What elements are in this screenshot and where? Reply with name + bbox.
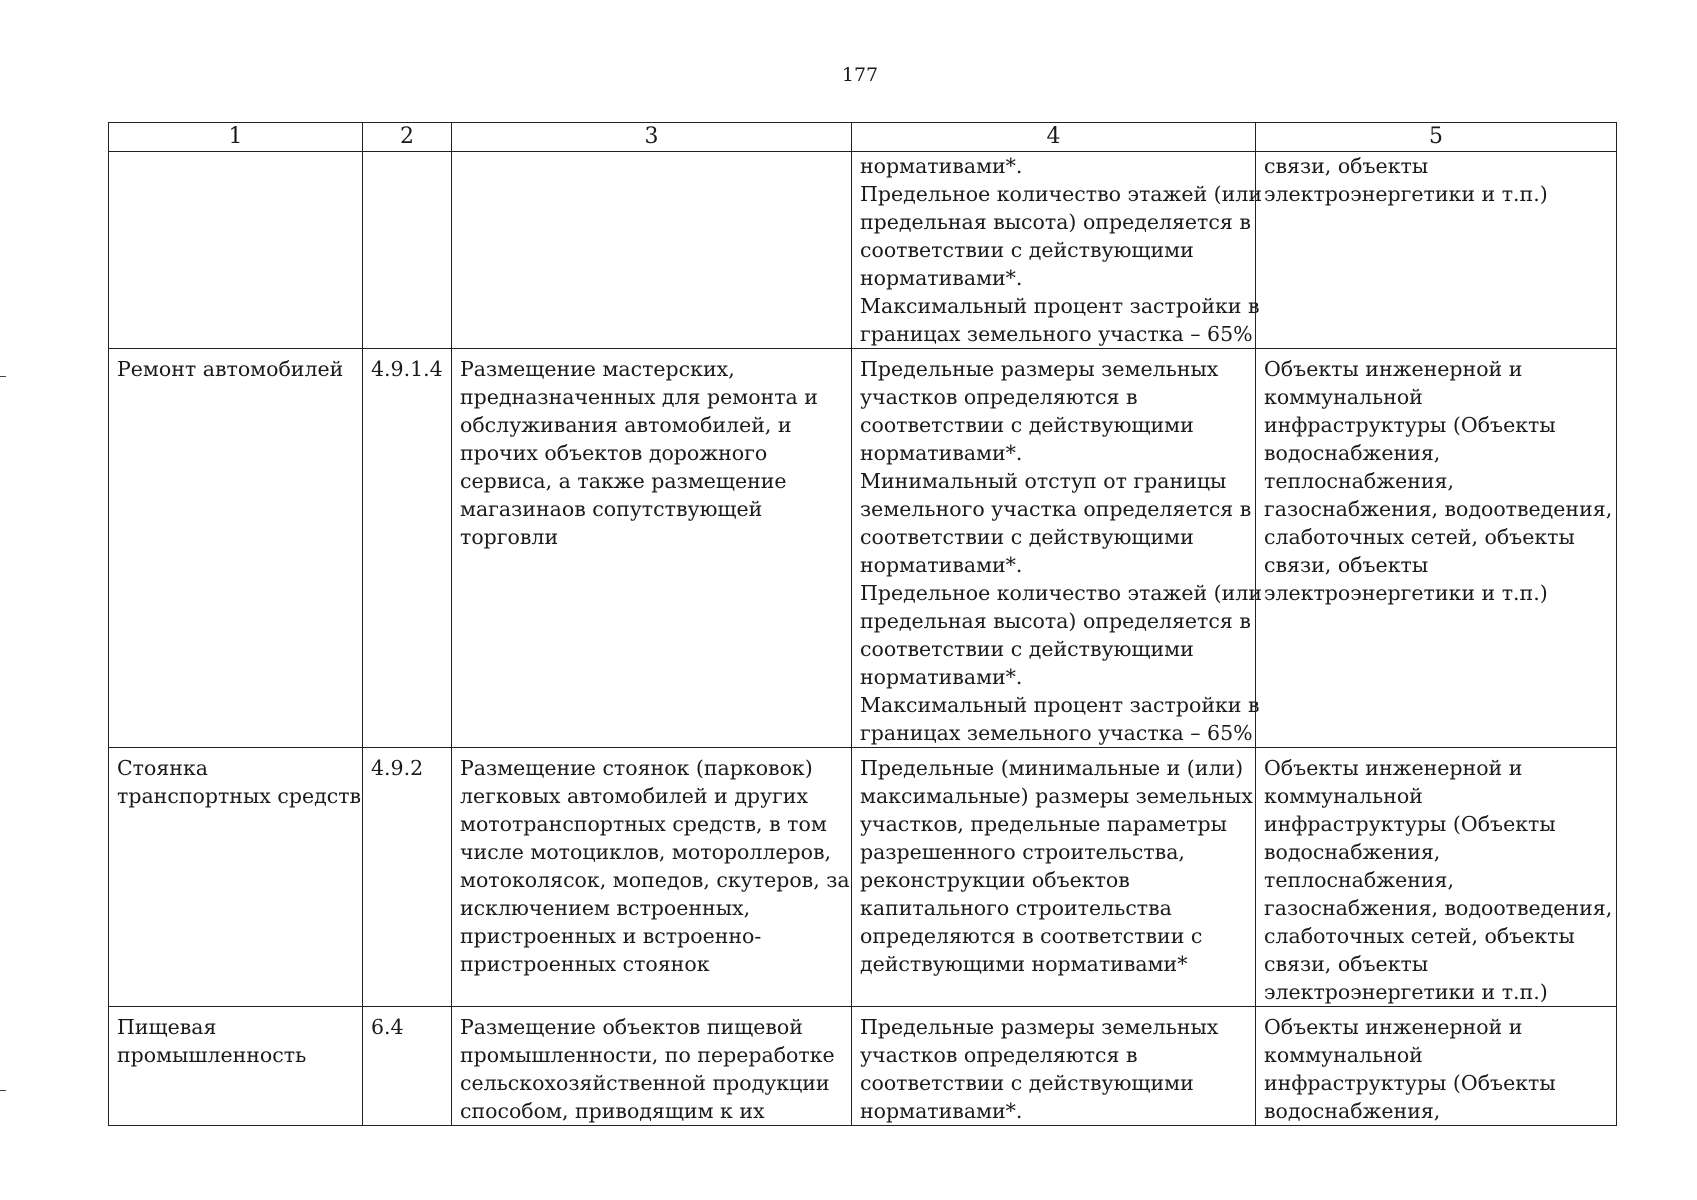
use-description-line: исключением встроенных, <box>460 896 751 920</box>
infrastructure-line: слаботочных сетей, объекты <box>1264 924 1575 948</box>
parameters-line: нормативами*. <box>860 553 1023 577</box>
use-code-cell <box>363 748 452 1007</box>
infrastructure-line: теплоснабжения, <box>1264 868 1454 892</box>
margin-mark <box>0 1090 6 1091</box>
table-row <box>109 748 1617 1007</box>
use-name-line: Стоянка <box>117 756 208 780</box>
use-description-line: пристроенных и встроенно- <box>460 924 762 948</box>
infrastructure-line: коммунальной <box>1264 385 1423 409</box>
parameters-line: нормативами*. <box>860 1099 1023 1123</box>
parameters-line: соответствии с действующими <box>860 637 1194 661</box>
infrastructure-line: инфраструктуры (Объекты <box>1264 413 1556 437</box>
use-description-line: прочих объектов дорожного <box>460 441 768 465</box>
use-description-cell <box>452 748 852 1007</box>
infrastructure-line: электроэнергетики и т.п.) <box>1264 581 1548 605</box>
use-name-line: Ремонт автомобилей <box>117 357 344 381</box>
use-description-line: Размещение стоянок (парковок) <box>460 756 813 780</box>
use-code-line: 6.4 <box>371 1015 404 1039</box>
column-number-1: 1 <box>109 123 363 152</box>
parameters-line: действующими нормативами* <box>860 952 1188 976</box>
use-description-cell <box>452 152 852 349</box>
use-code-cell <box>363 349 452 748</box>
infrastructure-line: коммунальной <box>1264 784 1423 808</box>
parameters-line: предельная высота) определяется в <box>860 210 1251 234</box>
use-description-line: торговли <box>460 525 559 549</box>
use-description-line: сельскохозяйственной продукции <box>460 1071 830 1095</box>
infrastructure-line: инфраструктуры (Объекты <box>1264 812 1556 836</box>
table-row <box>109 349 1617 748</box>
infrastructure-cell <box>1256 1007 1617 1126</box>
use-code-line: 4.9.2 <box>371 756 424 780</box>
parameters-line: нормативами*. <box>860 266 1023 290</box>
parameters-line: соответствии с действующими <box>860 525 1194 549</box>
parameters-line: нормативами*. <box>860 441 1023 465</box>
parameters-line: земельного участка определяется в <box>860 497 1252 521</box>
use-code-line: 4.9.1.4 <box>371 357 443 381</box>
parameters-line: Предельные (минимальные и (или) <box>860 756 1244 780</box>
column-number-2: 2 <box>363 123 452 152</box>
parameters-cell <box>852 349 1263 748</box>
parameters-line: реконструкции объектов <box>860 868 1130 892</box>
infrastructure-cell <box>1256 748 1617 1007</box>
parameters-line: предельная высота) определяется в <box>860 609 1251 633</box>
infrastructure-line: электроэнергетики и т.п.) <box>1264 182 1548 206</box>
use-name-cell <box>109 1007 363 1126</box>
infrastructure-line: инфраструктуры (Объекты <box>1264 1071 1556 1095</box>
column-number-3: 3 <box>452 123 852 152</box>
parameters-line: границах земельного участка – 65% <box>860 322 1253 346</box>
parameters-line: нормативами*. <box>860 154 1023 178</box>
parameters-line: нормативами*. <box>860 665 1023 689</box>
infrastructure-line: слаботочных сетей, объекты <box>1264 525 1575 549</box>
infrastructure-line: электроэнергетики и т.п.) <box>1264 980 1548 1004</box>
use-description-line: мотоколясок, мопедов, скутеров, за <box>460 868 850 892</box>
use-description-line: Размещение мастерских, <box>460 357 735 381</box>
infrastructure-line: коммунальной <box>1264 1043 1423 1067</box>
parameters-line: соответствии с действующими <box>860 238 1194 262</box>
infrastructure-cell <box>1256 152 1617 349</box>
use-description-line: способом, приводящим к их <box>460 1099 765 1123</box>
parameters-line: Предельные размеры земельных <box>860 1015 1219 1039</box>
use-description-line: Размещение объектов пищевой <box>460 1015 803 1039</box>
infrastructure-line: Объекты инженерной и <box>1264 1015 1523 1039</box>
infrastructure-line: водоснабжения, <box>1264 840 1441 864</box>
use-description-line: обслуживания автомобилей, и <box>460 413 792 437</box>
page-number: 177 <box>841 64 879 86</box>
parameters-line: Максимальный процент застройки в <box>860 294 1260 318</box>
parameters-cell <box>852 152 1263 349</box>
parameters-line: участков определяются в <box>860 1043 1138 1067</box>
parameters-line: Минимальный отступ от границы <box>860 469 1227 493</box>
parameters-line: Предельное количество этажей (или <box>860 581 1263 605</box>
parameters-line: Максимальный процент застройки в <box>860 693 1260 717</box>
parameters-cell <box>852 1007 1256 1126</box>
use-description-line: мототранспортных средств, в том <box>460 812 827 836</box>
parameters-line: Предельное количество этажей (или <box>860 182 1263 206</box>
use-name-cell <box>109 349 363 748</box>
use-description-line: промышленности, по переработке <box>460 1043 835 1067</box>
infrastructure-line: Объекты инженерной и <box>1264 756 1523 780</box>
use-name-cell <box>109 748 363 1007</box>
margin-mark <box>0 376 6 377</box>
use-name-cell <box>109 152 363 349</box>
infrastructure-line: Объекты инженерной и <box>1264 357 1523 381</box>
infrastructure-line: газоснабжения, водоотведения, <box>1264 896 1613 920</box>
infrastructure-line: газоснабжения, водоотведения, <box>1264 497 1613 521</box>
table-row <box>109 1007 1617 1126</box>
use-code-cell <box>363 152 452 349</box>
column-number-5: 5 <box>1256 123 1617 152</box>
use-name-line: Пищевая <box>117 1015 217 1039</box>
use-description-line: сервиса, а также размещение <box>460 469 787 493</box>
use-description-cell <box>452 349 852 748</box>
parameters-line: границах земельного участка – 65% <box>860 721 1253 745</box>
use-description-line: пристроенных стоянок <box>460 952 710 976</box>
use-description-cell <box>452 1007 852 1126</box>
infrastructure-line: водоснабжения, <box>1264 1099 1441 1123</box>
table-row <box>109 152 1617 349</box>
use-description-line: легковых автомобилей и других <box>460 784 809 808</box>
use-code-cell <box>363 1007 452 1126</box>
use-name-line: транспортных средств <box>117 784 362 808</box>
parameters-line: максимальные) размеры земельных <box>860 784 1253 808</box>
use-description-line: магазинаов сопутствующей <box>460 497 763 521</box>
parameters-line: участков, предельные параметры <box>860 812 1227 836</box>
regulations-table <box>108 122 1617 1126</box>
use-name-line: промышленность <box>117 1043 307 1067</box>
column-number-4: 4 <box>852 123 1256 152</box>
infrastructure-line: связи, объекты <box>1264 952 1429 976</box>
use-description-line: предназначенных для ремонта и <box>460 385 818 409</box>
infrastructure-line: связи, объекты <box>1264 154 1429 178</box>
parameters-line: определяются в соответствии с <box>860 924 1203 948</box>
infrastructure-line: связи, объекты <box>1264 553 1429 577</box>
parameters-line: соответствии с действующими <box>860 1071 1194 1095</box>
parameters-cell <box>852 748 1256 1007</box>
parameters-line: участков определяются в <box>860 385 1138 409</box>
infrastructure-line: водоснабжения, <box>1264 441 1441 465</box>
parameters-line: капитального строительства <box>860 896 1172 920</box>
parameters-line: соответствии с действующими <box>860 413 1194 437</box>
parameters-line: Предельные размеры земельных <box>860 357 1219 381</box>
column-number-row <box>109 123 1617 152</box>
infrastructure-cell <box>1256 349 1617 748</box>
infrastructure-line: теплоснабжения, <box>1264 469 1454 493</box>
parameters-line: разрешенного строительства, <box>860 840 1185 864</box>
use-description-line: числе мотоциклов, мотороллеров, <box>460 840 832 864</box>
